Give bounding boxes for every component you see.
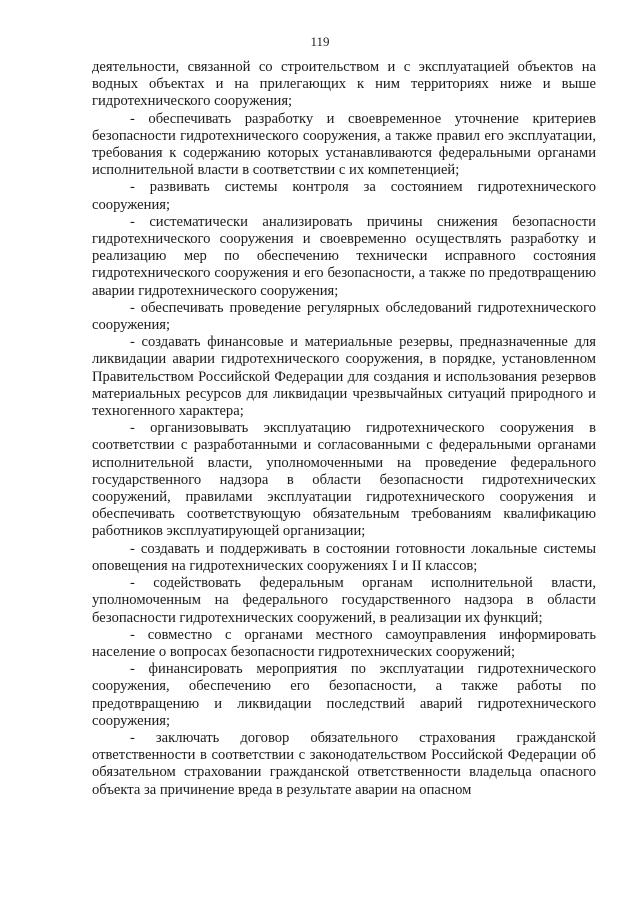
list-item: - совместно с органами местного самоуправления информировать население о вопросах безопасности гидротехнических сооружений; — [92, 626, 596, 660]
list-item: - организовывать эксплуатацию гидротехнического сооружения в соответствии с разработанными и согласованными с федеральными органами исполнительной власти, уполномоченными на проведение федерального государственного надзора в области безопасности гидротехнических сооружений, правилами эксплуатации гидротехнического сооружения и обеспечивать соответствующую обязательным требованиям квалификацию работников эксплуатирующей организации; — [92, 420, 596, 540]
list-item: - развивать системы контроля за состоянием гидротехнического сооружения; — [92, 179, 596, 213]
document-body — [92, 59, 596, 799]
list-item: - финансировать мероприятия по эксплуатации гидротехнического сооружения, обеспечению его безопасности, а также работы по предотвращению и ликвидации последствий аварий гидротехнического сооружения; — [92, 661, 596, 729]
list-item: - содействовать федеральным органам исполнительной власти, уполномоченным на федерального государственного надзора в области безопасности гидротехнических сооружений, в реализации их функций; — [92, 575, 596, 626]
list-item: - создавать и поддерживать в состоянии готовности локальные системы оповещения на гидротехнических сооружениях I и II классов; — [92, 540, 596, 574]
list-item: - обеспечивать проведение регулярных обследований гидротехнического сооружения; — [92, 299, 596, 334]
list-item: - заключать договор обязательного страхования гражданской ответственности в соответствии с законодательством Российской Федерации об обязательном страховании гражданской ответственности владельца опасного объекта за причинение вреда в результате аварии на опасном — [92, 729, 596, 798]
paragraph-continuation: деятельности, связанной со строительством и с эксплуатацией объектов на водных объектах и на прилегающих к ним территориях ниже и выше гидротехнического сооружения; — [92, 59, 596, 110]
list-item: - обеспечивать разработку и своевременное уточнение критериев безопасности гидротехнического сооружения, а также правил его эксплуатации, требования к содержанию которых устанавливаются федеральными органами исполнительной власти в соответствии с их компетенцией; — [92, 110, 596, 179]
page-number: 119 — [310, 34, 330, 49]
list-item: - создавать финансовые и материальные резервы, предназначенные для ликвидации аварии гидротехнического сооружения, в порядке, установленном Правительством Российской Федерации для создания и использования резервов материальных ресурсов для ликвидации чрезвычайных ситуаций природного и техногенного характера; — [92, 334, 596, 420]
list-item: - систематически анализировать причины снижения безопасности гидротехнического сооружения и своевременно осуществлять разработку и реализацию мер по обеспечению технически исправного состояния гидротехнического сооружения и его безопасности, а также по предотвращению аварии гидротехнического сооружения; — [92, 213, 596, 299]
